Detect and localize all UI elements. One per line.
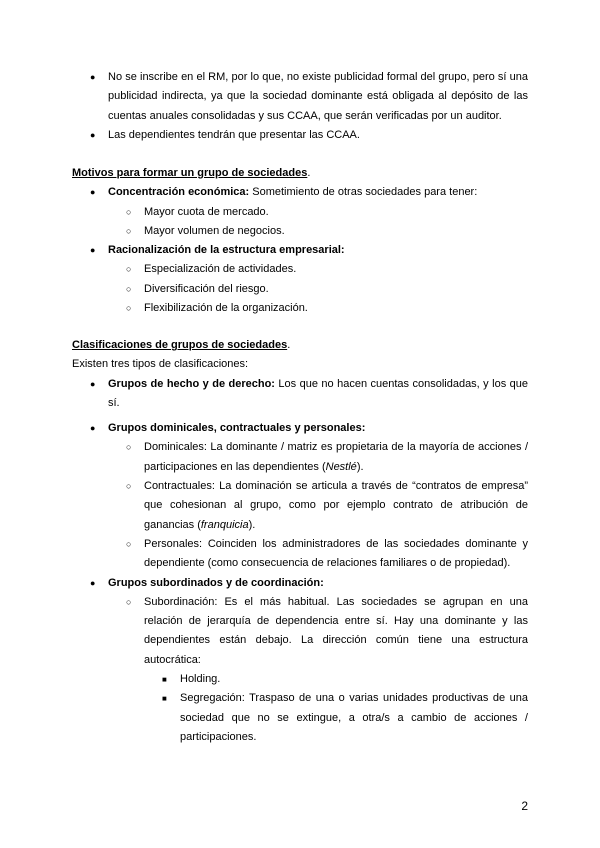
sub-list-item <box>126 280 528 299</box>
sub-item-text: Flexibilización de la organización. <box>144 302 308 315</box>
sub-item-text: ). <box>248 518 256 531</box>
sub-list-item <box>126 222 528 241</box>
sub-item-text: Mayor volumen de negocios. <box>144 224 285 237</box>
intro-bullet-list <box>0 68 528 145</box>
heading-period: . <box>287 339 291 351</box>
list-item <box>72 574 528 748</box>
sub-item-text: Dominicales: La dominante / matriz es propietaria de la mayoría de acciones / participaciones en las dependientes ( <box>144 441 528 473</box>
motivos-list <box>0 183 528 318</box>
item-title: Concentración económica: <box>108 186 250 199</box>
sub-list-item <box>126 203 528 222</box>
item-text: Los que no hacen cuentas consolidadas, y los que sí. <box>108 377 528 409</box>
heading-text: Motivos para formar un grupo de sociedades <box>72 167 308 179</box>
bullet-text: Las dependientes tendrán que presentar las CCAA. <box>108 128 360 141</box>
item-title: Grupos dominicales, contractuales y personales: <box>108 422 366 435</box>
item-text: Sometimiento de otras sociedades para tener: <box>249 186 478 199</box>
sub-item-text: Contractuales: La dominación se articula a través de “contratos de empresa” que cohesionan al grupo, como por ejemplo contrato de atribución de ganancias ( <box>144 480 528 531</box>
bullet-text: No se inscribe en el RM, por lo que, no existe publicidad formal del grupo, pero sí una publicidad indirecta, ya que la sociedad dominante está obligada al depósito de las cuentas anuales consolidadas y sus CCAA, que serán verificadas por un auditor. <box>108 71 528 122</box>
sub-list-item <box>126 535 528 574</box>
sub-sub-item-text: Segregación: Traspaso de una o varias unidades productivas de una sociedad que no se extingue, a otra/s a cambio de acciones / participaciones. <box>180 692 528 743</box>
sub-item-text: Especialización de actividades. <box>144 263 297 276</box>
sub-sub-list-item <box>162 670 528 689</box>
clasificaciones-list <box>0 375 528 748</box>
sub-list-item <box>126 438 528 477</box>
sub-list <box>126 438 528 573</box>
sub-item-text: Diversificación del riesgo. <box>144 282 269 295</box>
sub-item-italic: franquicia <box>200 518 249 531</box>
list-item <box>72 183 528 241</box>
sub-list-item <box>126 299 528 318</box>
list-item <box>72 126 528 145</box>
sub-item-text: Subordinación: Es el más habitual. Las sociedades se agrupan en una relación de jerarquía de dependencia entre sí. Hay una dominante y las dependientes están debajo. La dirección común tiene una estructura autocrática: <box>144 595 528 666</box>
sub-item-text: ). <box>356 460 364 473</box>
section-heading-clasificaciones <box>72 336 528 355</box>
item-title: Grupos subordinados y de coordinación: <box>108 576 324 589</box>
sub-list-item <box>126 593 528 747</box>
sub-item-text: Mayor cuota de mercado. <box>144 205 269 218</box>
sub-list-item <box>126 477 528 535</box>
heading-text: Clasificaciones de grupos de sociedades <box>72 339 288 351</box>
sub-item-text: Personales: Coinciden los administradores de las sociedades dominante y dependiente (como consecuencia de relaciones familiares o de propiedad). <box>144 537 528 570</box>
intro-text: Existen tres tipos de clasificaciones: <box>72 358 249 371</box>
sub-sub-list <box>162 670 528 747</box>
sub-list <box>126 260 528 318</box>
item-title: Racionalización de la estructura empresarial: <box>108 244 345 257</box>
section-heading-motivos <box>72 164 528 183</box>
sub-sub-list-item <box>162 689 528 747</box>
item-title: Grupos de hecho y de derecho: <box>108 377 275 390</box>
list-item <box>72 419 528 573</box>
sub-list <box>126 593 528 747</box>
heading-period: . <box>307 167 311 179</box>
sub-item-italic: Nestlé <box>325 460 357 473</box>
list-item <box>72 241 528 318</box>
sub-list-item <box>126 260 528 279</box>
sub-list <box>126 203 528 242</box>
sub-sub-item-text: Holding. <box>180 673 221 686</box>
list-item <box>72 68 528 126</box>
list-item <box>72 375 528 420</box>
page-number: 2 <box>521 799 528 813</box>
